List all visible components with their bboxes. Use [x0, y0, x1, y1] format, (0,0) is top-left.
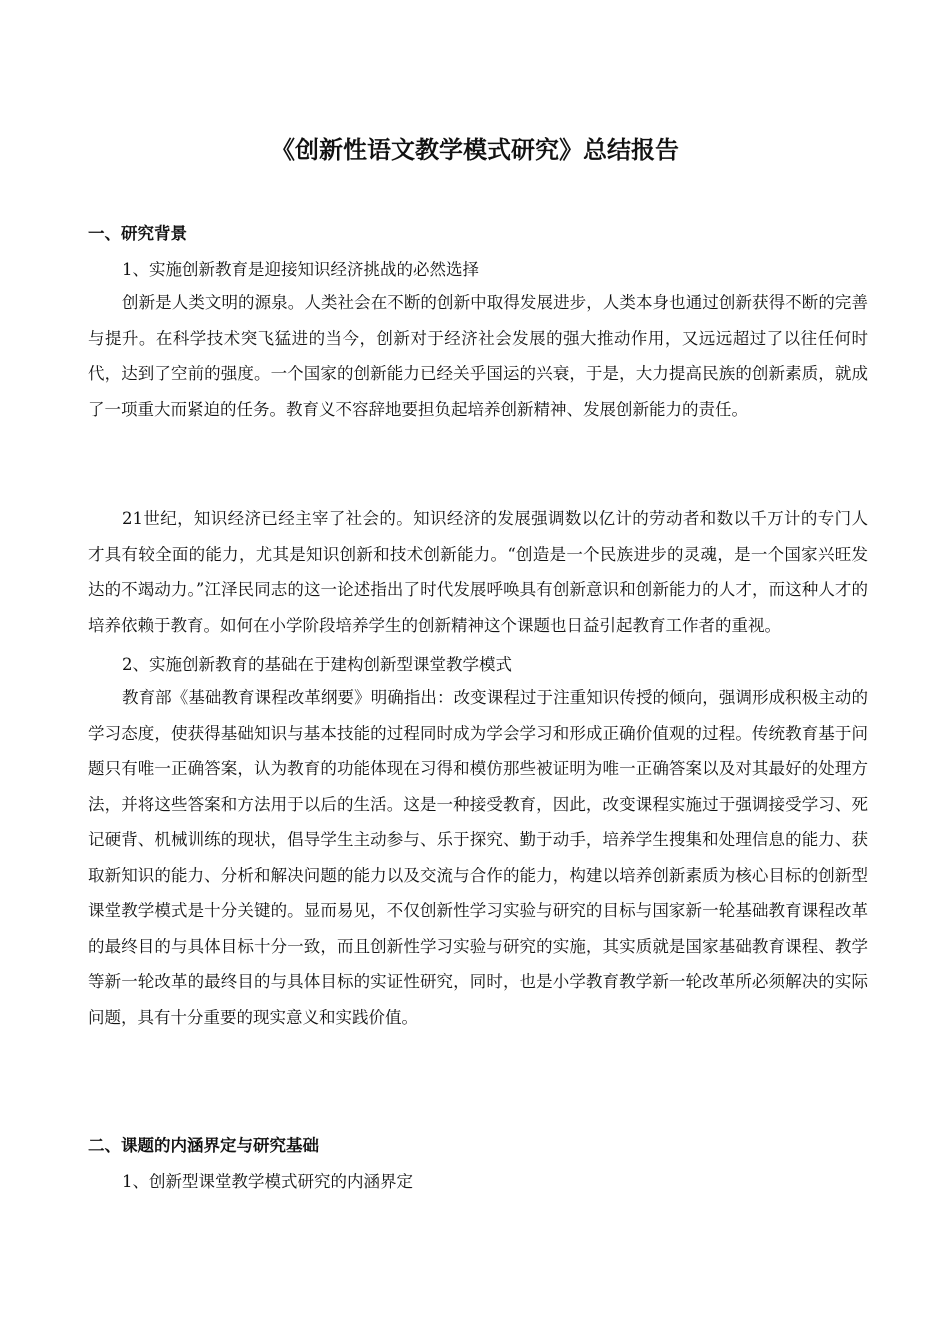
paragraph-innovation-source: 创新是人类文明的源泉。人类社会在不断的创新中取得发展进步，人类本身也通过创新获得不断的完善与提升。在科学技术突飞猛进的当今，创新对于经济社会发展的强大推动作用，又远远超过了以往任何时代，达到了空前的强度。一个国家的创新能力已经关乎国运的兴衰，于是，大力提高民族的创新素质，就成了一项重大而紧迫的任务。教育义不容辞地要担负起培养创新精神、发展创新能力的责任。	[88, 293, 868, 419]
subheading-classroom-model: 2、实施创新教育的基础在于建构创新型课堂教学模式	[122, 655, 512, 674]
section-heading-research-background: 一、研究背景	[88, 224, 187, 243]
subheading-definition: 1、创新型课堂教学模式研究的内涵界定	[122, 1172, 413, 1191]
paragraph-knowledge-economy: 21世纪，知识经济已经主宰了社会的。知识经济的发展强调数以亿计的劳动者和数以千万计的专门人才具有较全面的能力，尤其是知识创新和技术创新能力。“创造是一个民族进步的灵魂，是一个国家兴旺发达的不竭动力。”江泽民同志的这一论述指出了时代发展呼唤具有创新意识和创新能力的人才，而这种人才的培养依赖于教育。如何在小学阶段培养学生的创新精神这个课题也日益引起教育工作者的重视。	[88, 509, 868, 635]
subheading-innovation-education-choice: 1、实施创新教育是迎接知识经济挑战的必然选择	[122, 260, 479, 279]
paragraph-curriculum-reform: 教育部《基础教育课程改革纲要》明确指出：改变课程过于注重知识传授的倾向，强调形成积极主动的学习态度，使获得基础知识与基本技能的过程同时成为学会学习和形成正确价值观的过程。传统教育基于问题只有唯一正确答案，认为教育的功能体现在习得和模仿那些被证明为唯一正确答案以及对其最好的处理方法，并将这些答案和方法用于以后的生活。这是一种接受教育，因此，改变课程实施过于强调接受学习、死记硬背、机械训练的现状，倡导学生主动参与、乐于探究、勤于动手，培养学生搜集和处理信息的能力、获取新知识的能力、分析和解决问题的能力以及交流与合作的能力，构建以培养创新素质为核心目标的创新型课堂教学模式是十分关键的。显而易见，不仅创新性学习实验与研究的目标与国家新一轮基础教育课程改革的最终目的与具体目标十分一致，而且创新性学习实验与研究的实施，其实质就是国家基础教育课程、教学等新一轮改革的最终目的与具体目标的实证性研究，同时，也是小学教育教学新一轮改革所必须解决的实际问题，具有十分重要的现实意义和实践价值。	[88, 688, 868, 1027]
page-title: 《创新性语文教学模式研究》总结报告	[271, 136, 679, 164]
section-heading-definition-and-basis: 二、课题的内涵界定与研究基础	[88, 1136, 319, 1155]
